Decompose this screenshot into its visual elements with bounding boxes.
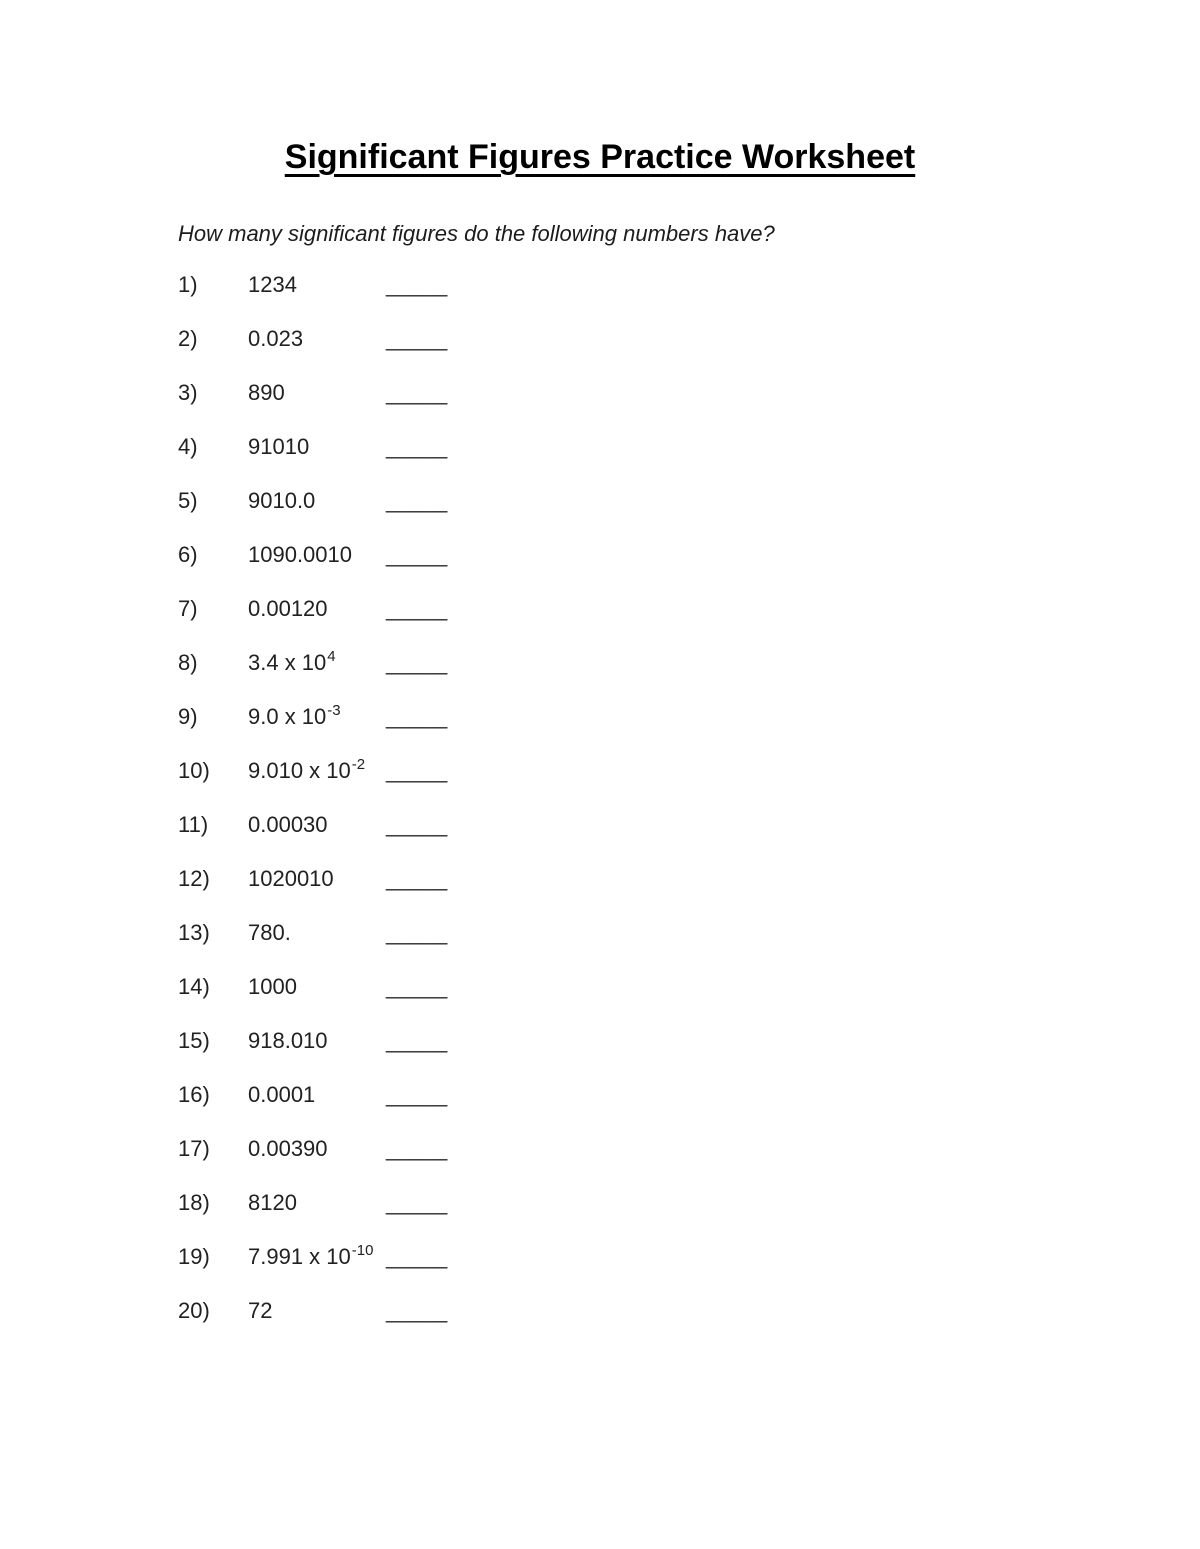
- question-row: [178, 1192, 447, 1214]
- question-number: 20): [178, 1298, 210, 1323]
- question-value: 9010.0: [248, 488, 316, 513]
- question-number: 17): [178, 1136, 210, 1161]
- question-number: 4): [178, 434, 198, 459]
- answer-blank: _____: [386, 542, 448, 567]
- question-value: 91010: [248, 434, 310, 459]
- answer-blank: _____: [386, 704, 448, 729]
- answer-blank: _____: [386, 1028, 448, 1053]
- question-row: [178, 328, 447, 350]
- question-number: 1): [178, 272, 198, 297]
- question-number: 14): [178, 974, 210, 999]
- question-row: [178, 1030, 447, 1052]
- question-value: 8120: [248, 1190, 297, 1215]
- question-value: 1020010: [248, 866, 334, 891]
- answer-blank: _____: [386, 758, 448, 783]
- question-value: 1090.0010: [248, 542, 352, 567]
- question-value: 0.0001: [248, 1082, 316, 1107]
- answer-blank: _____: [386, 1082, 448, 1107]
- question-value: 72: [248, 1298, 273, 1323]
- answer-blank: _____: [386, 1190, 448, 1215]
- question-number: 18): [178, 1190, 210, 1215]
- question-number: 13): [178, 920, 210, 945]
- answer-blank: _____: [386, 596, 448, 621]
- answer-blank: _____: [386, 434, 448, 459]
- question-row: [178, 814, 447, 836]
- question-row: [178, 1138, 447, 1160]
- question-value: 0.00390: [248, 1136, 328, 1161]
- question-row: [178, 436, 447, 458]
- question-value: 0.00120: [248, 596, 328, 621]
- question-row: [178, 648, 448, 675]
- question-value: 3.4 x $10^4$: [248, 648, 336, 675]
- question-number: 10): [178, 758, 210, 783]
- question-number: 7): [178, 596, 198, 621]
- question-number: 9): [178, 704, 198, 729]
- answer-blank: _____: [386, 1136, 448, 1161]
- question-number: 11): [178, 812, 209, 837]
- question-exponent: -2: [351, 756, 366, 773]
- question-row: [178, 274, 447, 296]
- answer-blank: _____: [386, 650, 448, 675]
- question-number: 5): [178, 488, 198, 513]
- question-row: [178, 1084, 447, 1106]
- answer-blank: _____: [386, 380, 448, 405]
- question-value: 1234: [248, 272, 297, 297]
- question-number: 16): [178, 1082, 210, 1107]
- answer-blank: _____: [386, 1244, 448, 1269]
- answer-blank: _____: [386, 1298, 448, 1323]
- question-number: 3): [178, 380, 198, 405]
- question-number: 12): [178, 866, 210, 891]
- question-row: [178, 922, 447, 944]
- question-number: 8): [178, 650, 198, 675]
- question-value: 9.010 x $10^{-2}$: [248, 756, 366, 783]
- question-number: 2): [178, 326, 198, 351]
- question-value: 0.00030: [248, 812, 328, 837]
- question-value: 918.010: [248, 1028, 328, 1053]
- question-value: 780.: [248, 920, 291, 945]
- question-value: 890: [248, 380, 285, 405]
- answer-blank: _____: [386, 812, 448, 837]
- worksheet-subtitle: How many significant figures do the following numbers have?: [178, 221, 775, 246]
- answer-blank: _____: [386, 866, 448, 891]
- question-number: 19): [178, 1244, 210, 1269]
- question-row: [178, 1300, 447, 1322]
- question-row: [178, 382, 447, 404]
- question-row: [178, 1242, 448, 1269]
- question-exponent: 4: [327, 648, 336, 665]
- answer-blank: _____: [386, 488, 448, 513]
- question-row: [178, 490, 447, 512]
- question-value: 1000: [248, 974, 297, 999]
- question-number: 6): [178, 542, 198, 567]
- question-row: [178, 702, 448, 729]
- question-number: 15): [178, 1028, 210, 1053]
- question-row: [178, 544, 447, 566]
- worksheet-title: Significant Figures Practice Worksheet: [284, 138, 916, 176]
- question-row: [178, 976, 447, 998]
- question-row: [178, 868, 447, 890]
- question-exponent: -3: [327, 702, 341, 719]
- question-value: 9.0 x $10^{-3}$: [248, 702, 341, 729]
- answer-blank: _____: [386, 920, 448, 945]
- question-value: 0.023: [248, 326, 304, 351]
- question-row: [178, 598, 447, 620]
- answer-blank: _____: [386, 974, 448, 999]
- question-row: [178, 756, 448, 783]
- answer-blank: _____: [386, 272, 448, 297]
- question-exponent: -10: [351, 1242, 374, 1259]
- answer-blank: _____: [386, 326, 448, 351]
- question-value: 7.991 x $10^{-10}$: [248, 1242, 374, 1269]
